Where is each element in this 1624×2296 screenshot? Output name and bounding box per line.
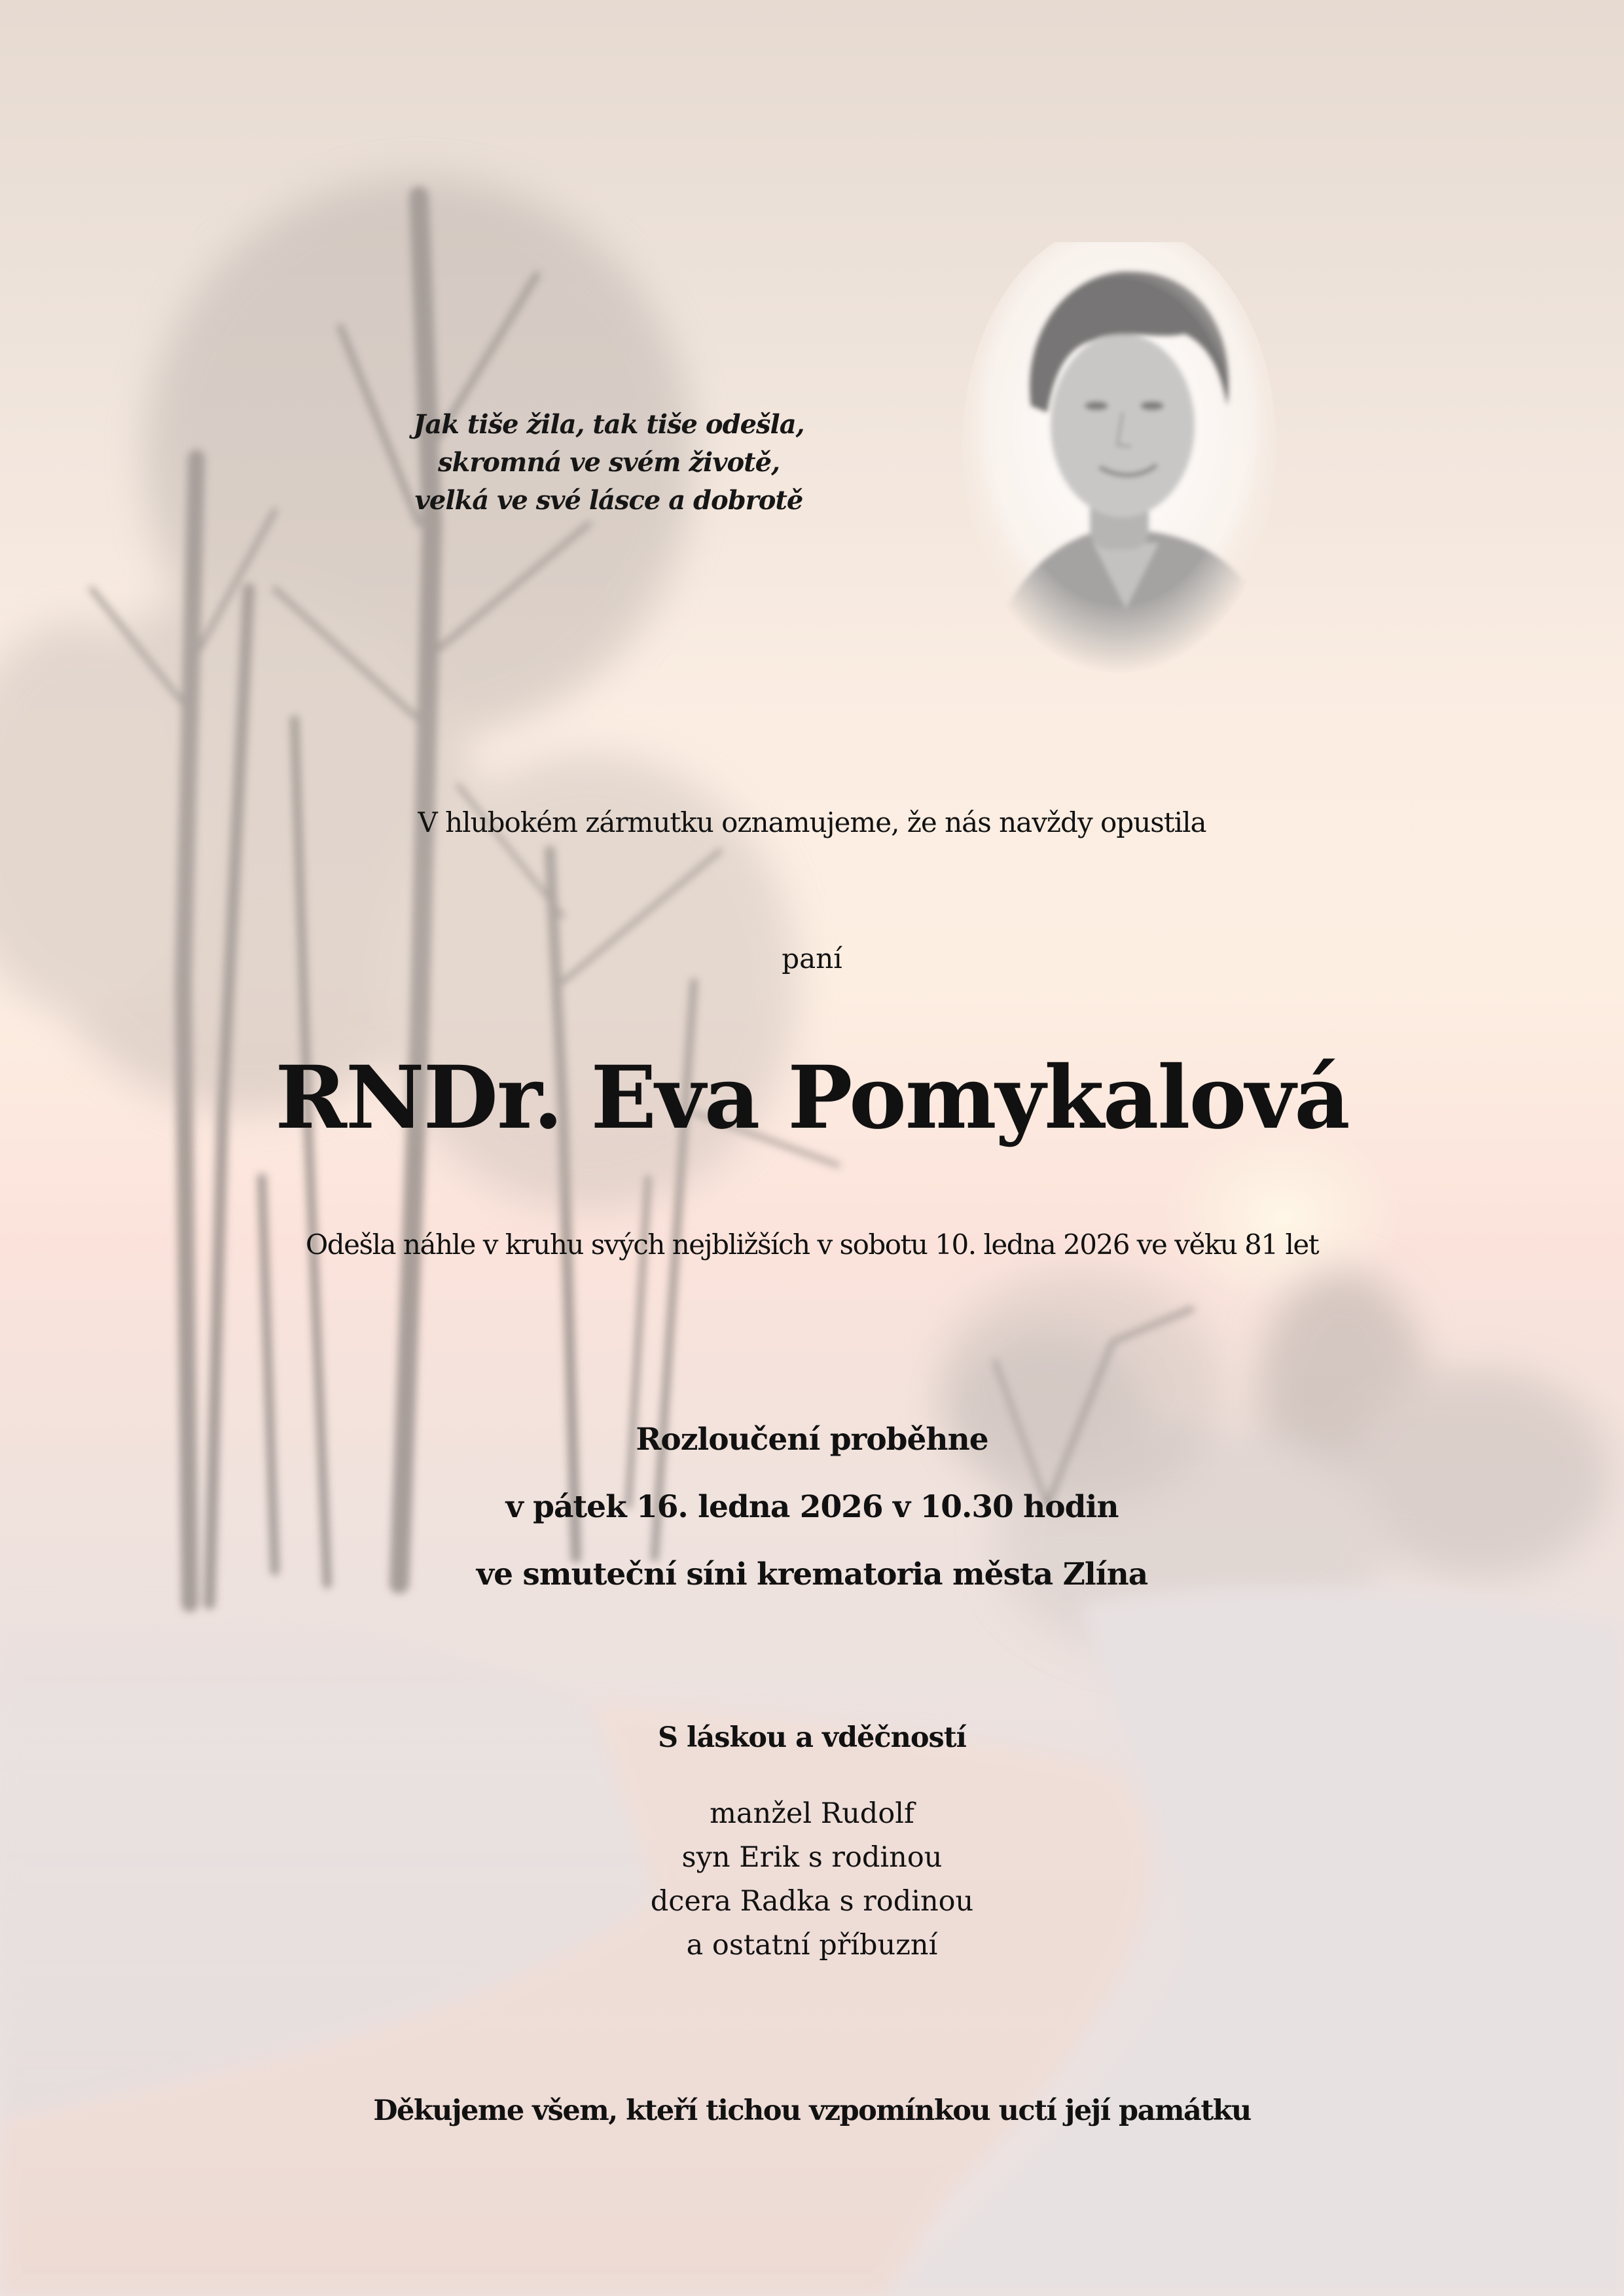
deceased-name: RNDr. Eva Pomykalová [275, 1047, 1349, 1149]
motto-line: Jak tiše žila, tak tiše odešla, [413, 409, 804, 440]
mourner: manžel Rudolf [710, 1797, 914, 1830]
closing-thanks: Děkujeme všem, kteří tichou vzpomínkou uctí její památku [373, 2094, 1251, 2127]
announcement-text: V hlubokém zármutku oznamujeme, že nás navždy opustila [418, 806, 1206, 838]
motto-line: skromná ve svém životě, [438, 447, 780, 478]
portrait-photo-icon [962, 242, 1276, 687]
ceremony-line: Rozloučení proběhne [636, 1422, 988, 1458]
motto-line: velká ve své lásce a dobrotě [414, 485, 803, 516]
ceremony-line: ve smuteční síni krematoria města Zlína [476, 1556, 1148, 1592]
departed-text: Odešla náhle v kruhu svých nejbližších v sobotu 10. ledna 2026 ve věku 81 let [305, 1229, 1319, 1261]
motto [347, 406, 871, 520]
mourner: a ostatní příbuzní [686, 1929, 938, 1962]
mourner: dcera Radka s rodinou [650, 1885, 974, 1918]
mourner: syn Erik s rodinou [681, 1841, 943, 1874]
ceremony-details [0, 1406, 1624, 1608]
salutation: paní [782, 942, 842, 975]
mourners-heading: S láskou a vděčností [658, 1721, 966, 1754]
ceremony-line: v pátek 16. ledna 2026 v 10.30 hodin [505, 1489, 1119, 1525]
mourners-list [0, 1792, 1624, 1967]
